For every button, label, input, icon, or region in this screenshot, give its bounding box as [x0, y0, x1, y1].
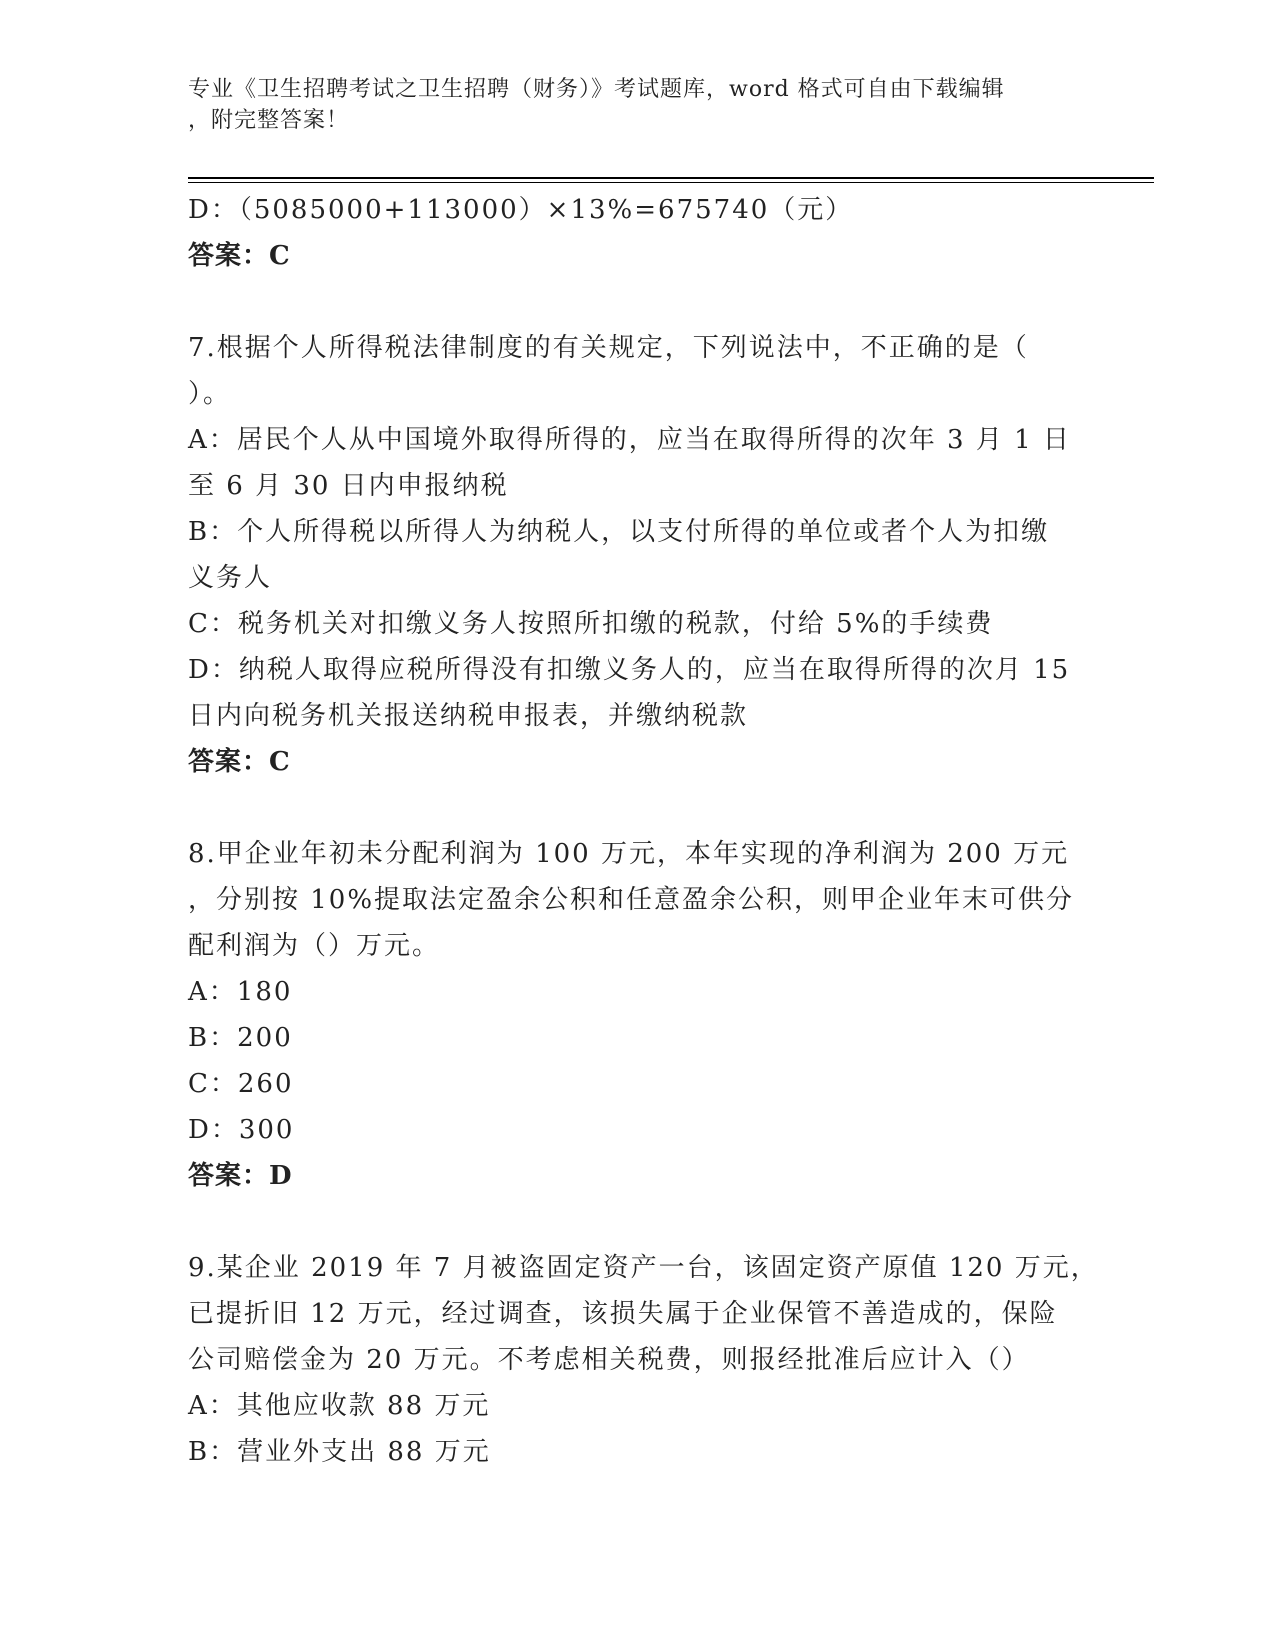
question-gap: [188, 785, 1088, 831]
q7-option-a-line-2: 至 6 月 30 日内申报纳税: [188, 471, 509, 501]
document-header: [188, 74, 1088, 136]
q8-option-d: D：300: [188, 1115, 295, 1145]
q9-option-b: B：营业外支出 88 万元: [188, 1437, 491, 1467]
q7-option-d-line-1: D：纳税人取得应税所得没有扣缴义务人的，应当在取得所得的次月 15: [188, 655, 1071, 685]
document-body: [188, 187, 1099, 1475]
q7-answer: 答案：C: [188, 747, 291, 777]
question-gap: [188, 279, 1088, 325]
q8-option-c: C：260: [188, 1069, 294, 1099]
q8-answer: 答案：D: [188, 1161, 293, 1191]
q6-option-d: D：（5085000+113000）×13%=675740（元）: [188, 195, 854, 225]
q7-option-a-line-1: A：居民个人从中国境外取得所得的，应当在取得所得的次年 3 月 1 日: [188, 425, 1071, 455]
header-line-2: ，附完整答案！: [188, 108, 350, 133]
q8-option-a: A：180: [188, 977, 293, 1007]
question-gap: [188, 1199, 1088, 1245]
header-rule-thick: [188, 177, 1154, 179]
q8-option-b: B：200: [188, 1023, 293, 1053]
q8-stem-line-2: ，分别按 10%提取法定盈余公积和任意盈余公积，则甲企业年末可供分: [188, 885, 1075, 915]
q7-option-b-line-2: 义务人: [188, 563, 273, 593]
q7-stem-line-2: ）。: [188, 379, 232, 409]
q7-option-b-line-1: B：个人所得税以所得人为纳税人，以支付所得的单位或者个人为扣缴: [188, 517, 1050, 547]
q9-stem-line-3: 公司赔偿金为 20 万元。不考虑相关税费，则报经批准后应计入（）: [188, 1345, 1030, 1375]
q7-option-d-line-2: 日内向税务机关报送纳税申报表，并缴纳税款: [188, 701, 749, 731]
q8-stem-line-3: 配利润为（）万元。: [188, 931, 441, 961]
header-rule-thin: [188, 182, 1154, 183]
q7-option-c: C：税务机关对扣缴义务人按照所扣缴的税款，付给 5%的手续费: [188, 609, 994, 639]
q9-option-a: A：其他应收款 88 万元: [188, 1391, 491, 1421]
q7-stem-line-1: 7.根据个人所得税法律制度的有关规定，下列说法中，不正确的是（: [188, 333, 1029, 363]
q9-stem-line-2: 已提折旧 12 万元，经过调查，该损失属于企业保管不善造成的，保险: [188, 1299, 1058, 1329]
q9-stem-line-1: 9.某企业 2019 年 7 月被盗固定资产一台，该固定资产原值 120 万元，: [188, 1253, 1099, 1283]
header-line-1: 专业《卫生招聘考试之卫生招聘（财务）》考试题库，word 格式可自由下载编辑: [188, 77, 1005, 102]
q8-stem-line-1: 8.甲企业年初未分配利润为 100 万元，本年实现的净利润为 200 万元: [188, 839, 1070, 869]
q6-answer: 答案：C: [188, 241, 291, 271]
